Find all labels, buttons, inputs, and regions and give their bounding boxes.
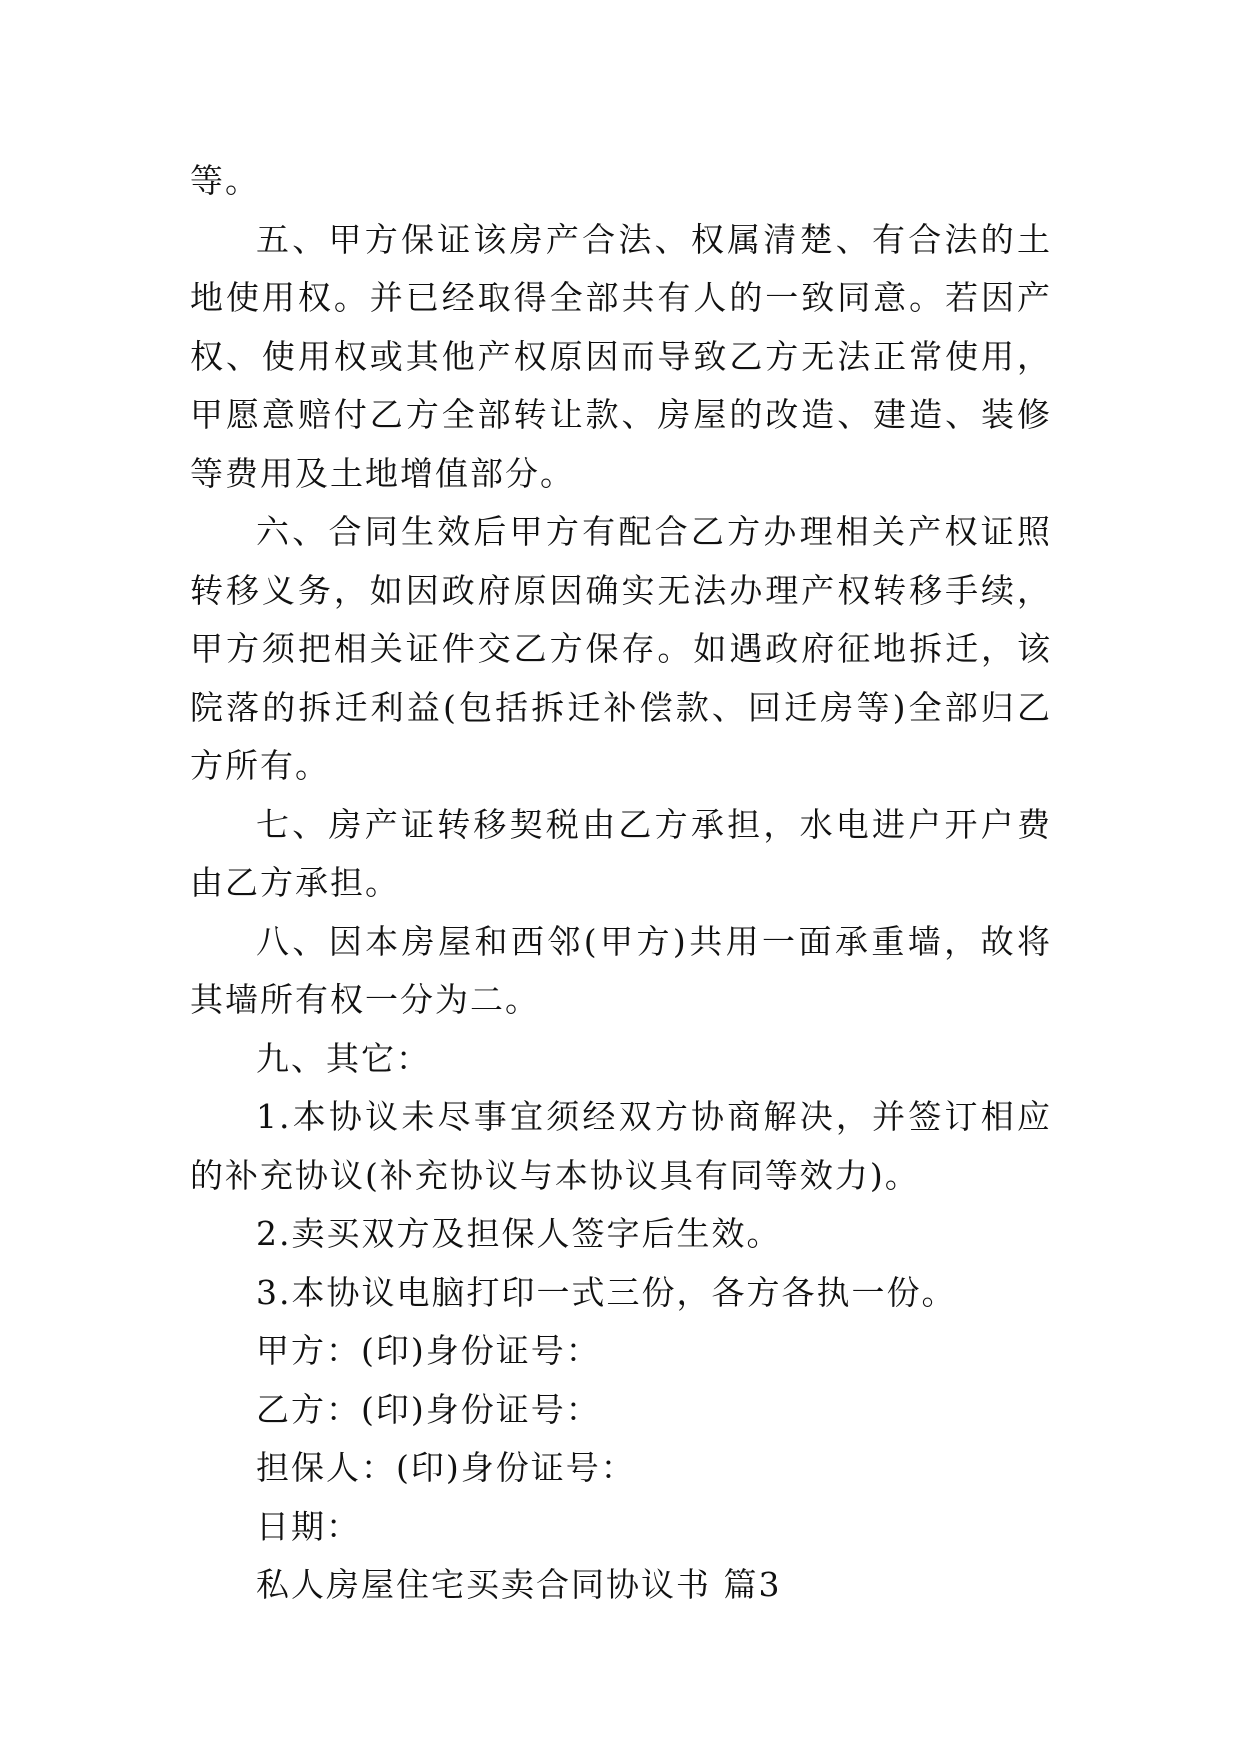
clause-8: 八、因本房屋和西邻(甲方)共用一面承重墙，故将其墙所有权一分为二。 — [190, 921, 1052, 1019]
clause-9-item-3: 3.本协议电脑打印一式三份，各方各执一份。 — [256, 1272, 957, 1312]
signature-party-a: 甲方：(印)身份证号： — [256, 1331, 601, 1370]
next-section-title: 私人房屋住宅买卖合同协议书 篇3 — [256, 1565, 782, 1604]
paragraph-continuation: 等。 — [190, 161, 260, 200]
signature-guarantor: 担保人：(印)身份证号： — [256, 1448, 636, 1487]
clause-7: 七、房产证转移契税由乙方承担，水电进户开户费由乙方承担。 — [190, 804, 1052, 902]
signature-party-b: 乙方：(印)身份证号： — [256, 1389, 601, 1429]
clause-5: 五、甲方保证该房产合法、权属清楚、有合法的土地使用权。并已经取得全部共有人的一致同意。若因产权、使用权或其他产权原因而导致乙方无法正常使用，甲愿意赔付乙方全部转让款、房屋的改造、建造、装修等费用及土地增值部分。 — [190, 219, 1052, 493]
clause-9-item-1: 1.本协议未尽事宜须经双方协商解决，并签订相应的补充协议(补充协议与本协议具有同等效力)。 — [190, 1097, 1052, 1195]
clause-6: 六、合同生效后甲方有配合乙方办理相关产权证照转移义务，如因政府原因确实无法办理产权转移手续，甲方须把相关证件交乙方保存。如遇政府征地拆迁，该院落的拆迁利益(包括拆迁补偿款、回迁房等)全部归乙方所有。 — [190, 512, 1052, 785]
clause-9-item-2: 2.卖买双方及担保人签字后生效。 — [256, 1214, 782, 1253]
signature-date: 日期： — [256, 1506, 361, 1546]
document-body — [190, 152, 1052, 1615]
clause-9-heading: 九、其它： — [256, 1038, 431, 1078]
